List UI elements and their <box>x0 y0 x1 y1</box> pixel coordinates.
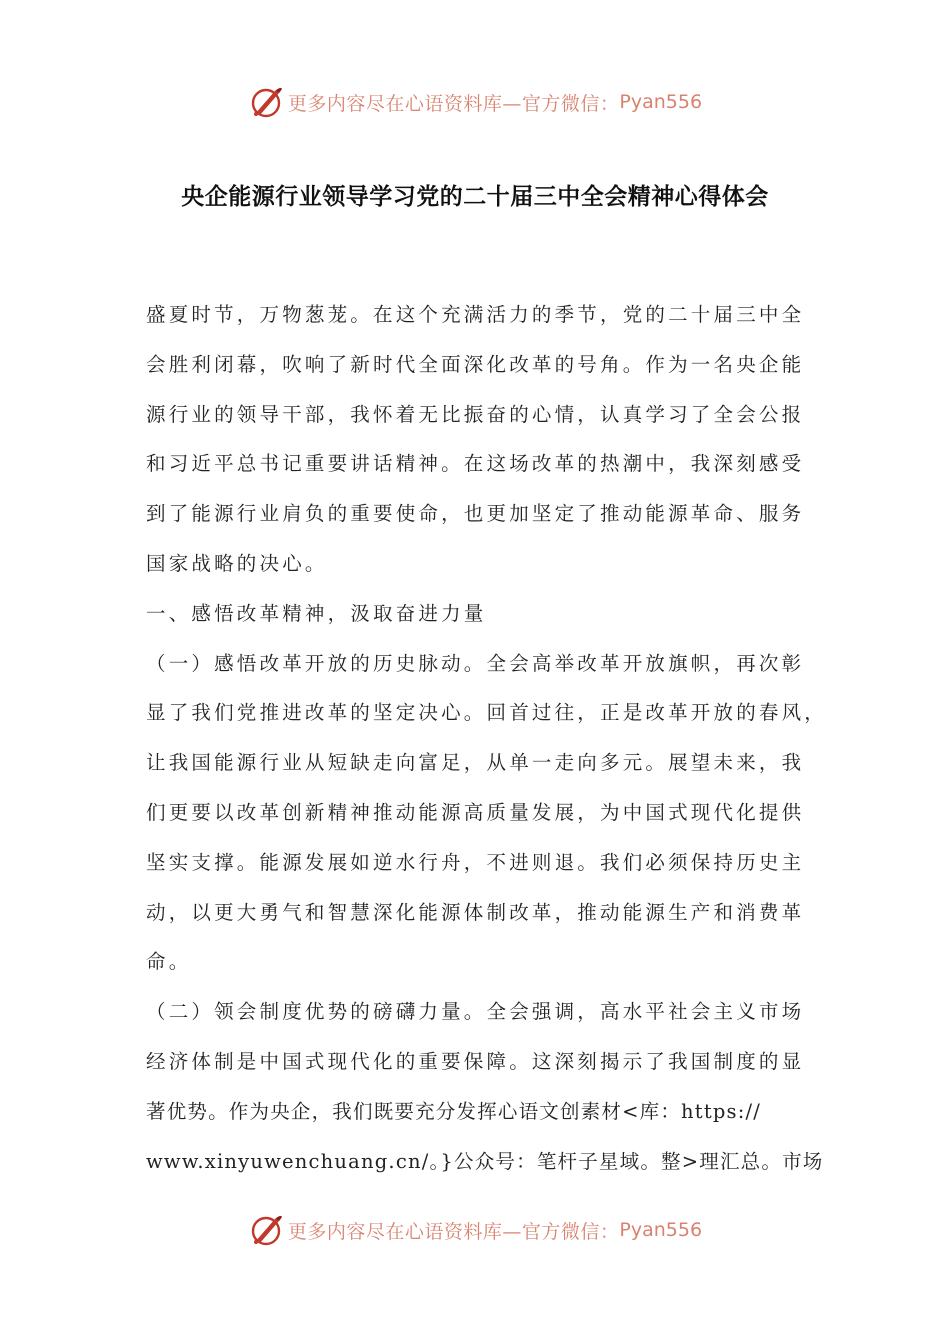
document-title: 央企能源行业领导学习党的二十届三中全会精神心得体会 <box>181 184 769 210</box>
banner-wechat-id: Pyan556 <box>619 91 703 113</box>
body-line: 会胜利闭幕，吹响了新时代全面深化改革的号角。作为一名央企能 <box>146 352 805 376</box>
body-line: （二）领会制度优势的磅礴力量。全会强调，高水平社会主义市场 <box>146 1000 805 1024</box>
body-line: 到了能源行业肩负的重要使命，也更加坚定了推动能源革命、服务 <box>146 502 805 526</box>
body-line: 命。 <box>146 950 192 974</box>
body-line: www.xinyuwenchuang.cn/。}公众号：笔杆子星域。整>理汇总。市场 <box>146 1149 824 1173</box>
body-line: （一）感悟改革开放的历史脉动。全会高举改革开放旗帜，再次彰 <box>146 651 805 675</box>
body-line: 国家战略的决心。 <box>146 551 328 575</box>
quill-logo-icon <box>248 84 284 120</box>
body-line: 们更要以改革创新精神推动能源高质量发展，为中国式现代化提供 <box>146 800 805 824</box>
section-heading: 一、感悟改革精神，汲取奋进力量 <box>146 601 487 625</box>
banner-text: 更多内容尽在心语资料库—官方微信： <box>287 1220 620 1243</box>
header-watermark-banner <box>0 82 950 122</box>
body-line: 经济体制是中国式现代化的重要保障。这深刻揭示了我国制度的显 <box>146 1049 805 1073</box>
body-line: 显了我们党推进改革的坚定决心。回首过往，正是改革开放的春风， <box>146 701 828 725</box>
body-line: 源行业的领导干部，我怀着无比振奋的心情，认真学习了全会公报 <box>146 402 805 426</box>
body-line: 和习近平总书记重要讲话精神。在这场改革的热潮中，我深刻感受 <box>146 452 805 476</box>
document-body <box>146 290 826 1186</box>
body-line: 盛夏时节，万物葱茏。在这个充满活力的季节，党的二十届三中全 <box>146 303 805 326</box>
body-line: 著优势。作为央企，我们既要充分发挥心语文创素材<库：https:// <box>146 1099 762 1123</box>
quill-logo-icon <box>248 1212 284 1248</box>
body-line: 让我国能源行业从短缺走向富足，从单一走向多元。展望未来，我 <box>146 751 805 775</box>
body-line: 坚实支撑。能源发展如逆水行舟，不进则退。我们必须保持历史主 <box>146 850 805 874</box>
banner-text: 更多内容尽在心语资料库—官方微信： <box>287 92 620 115</box>
body-line: 动，以更大勇气和智慧深化能源体制改革，推动能源生产和消费革 <box>146 900 805 924</box>
footer-watermark-banner <box>0 1210 950 1250</box>
banner-wechat-id: Pyan556 <box>619 1219 703 1241</box>
